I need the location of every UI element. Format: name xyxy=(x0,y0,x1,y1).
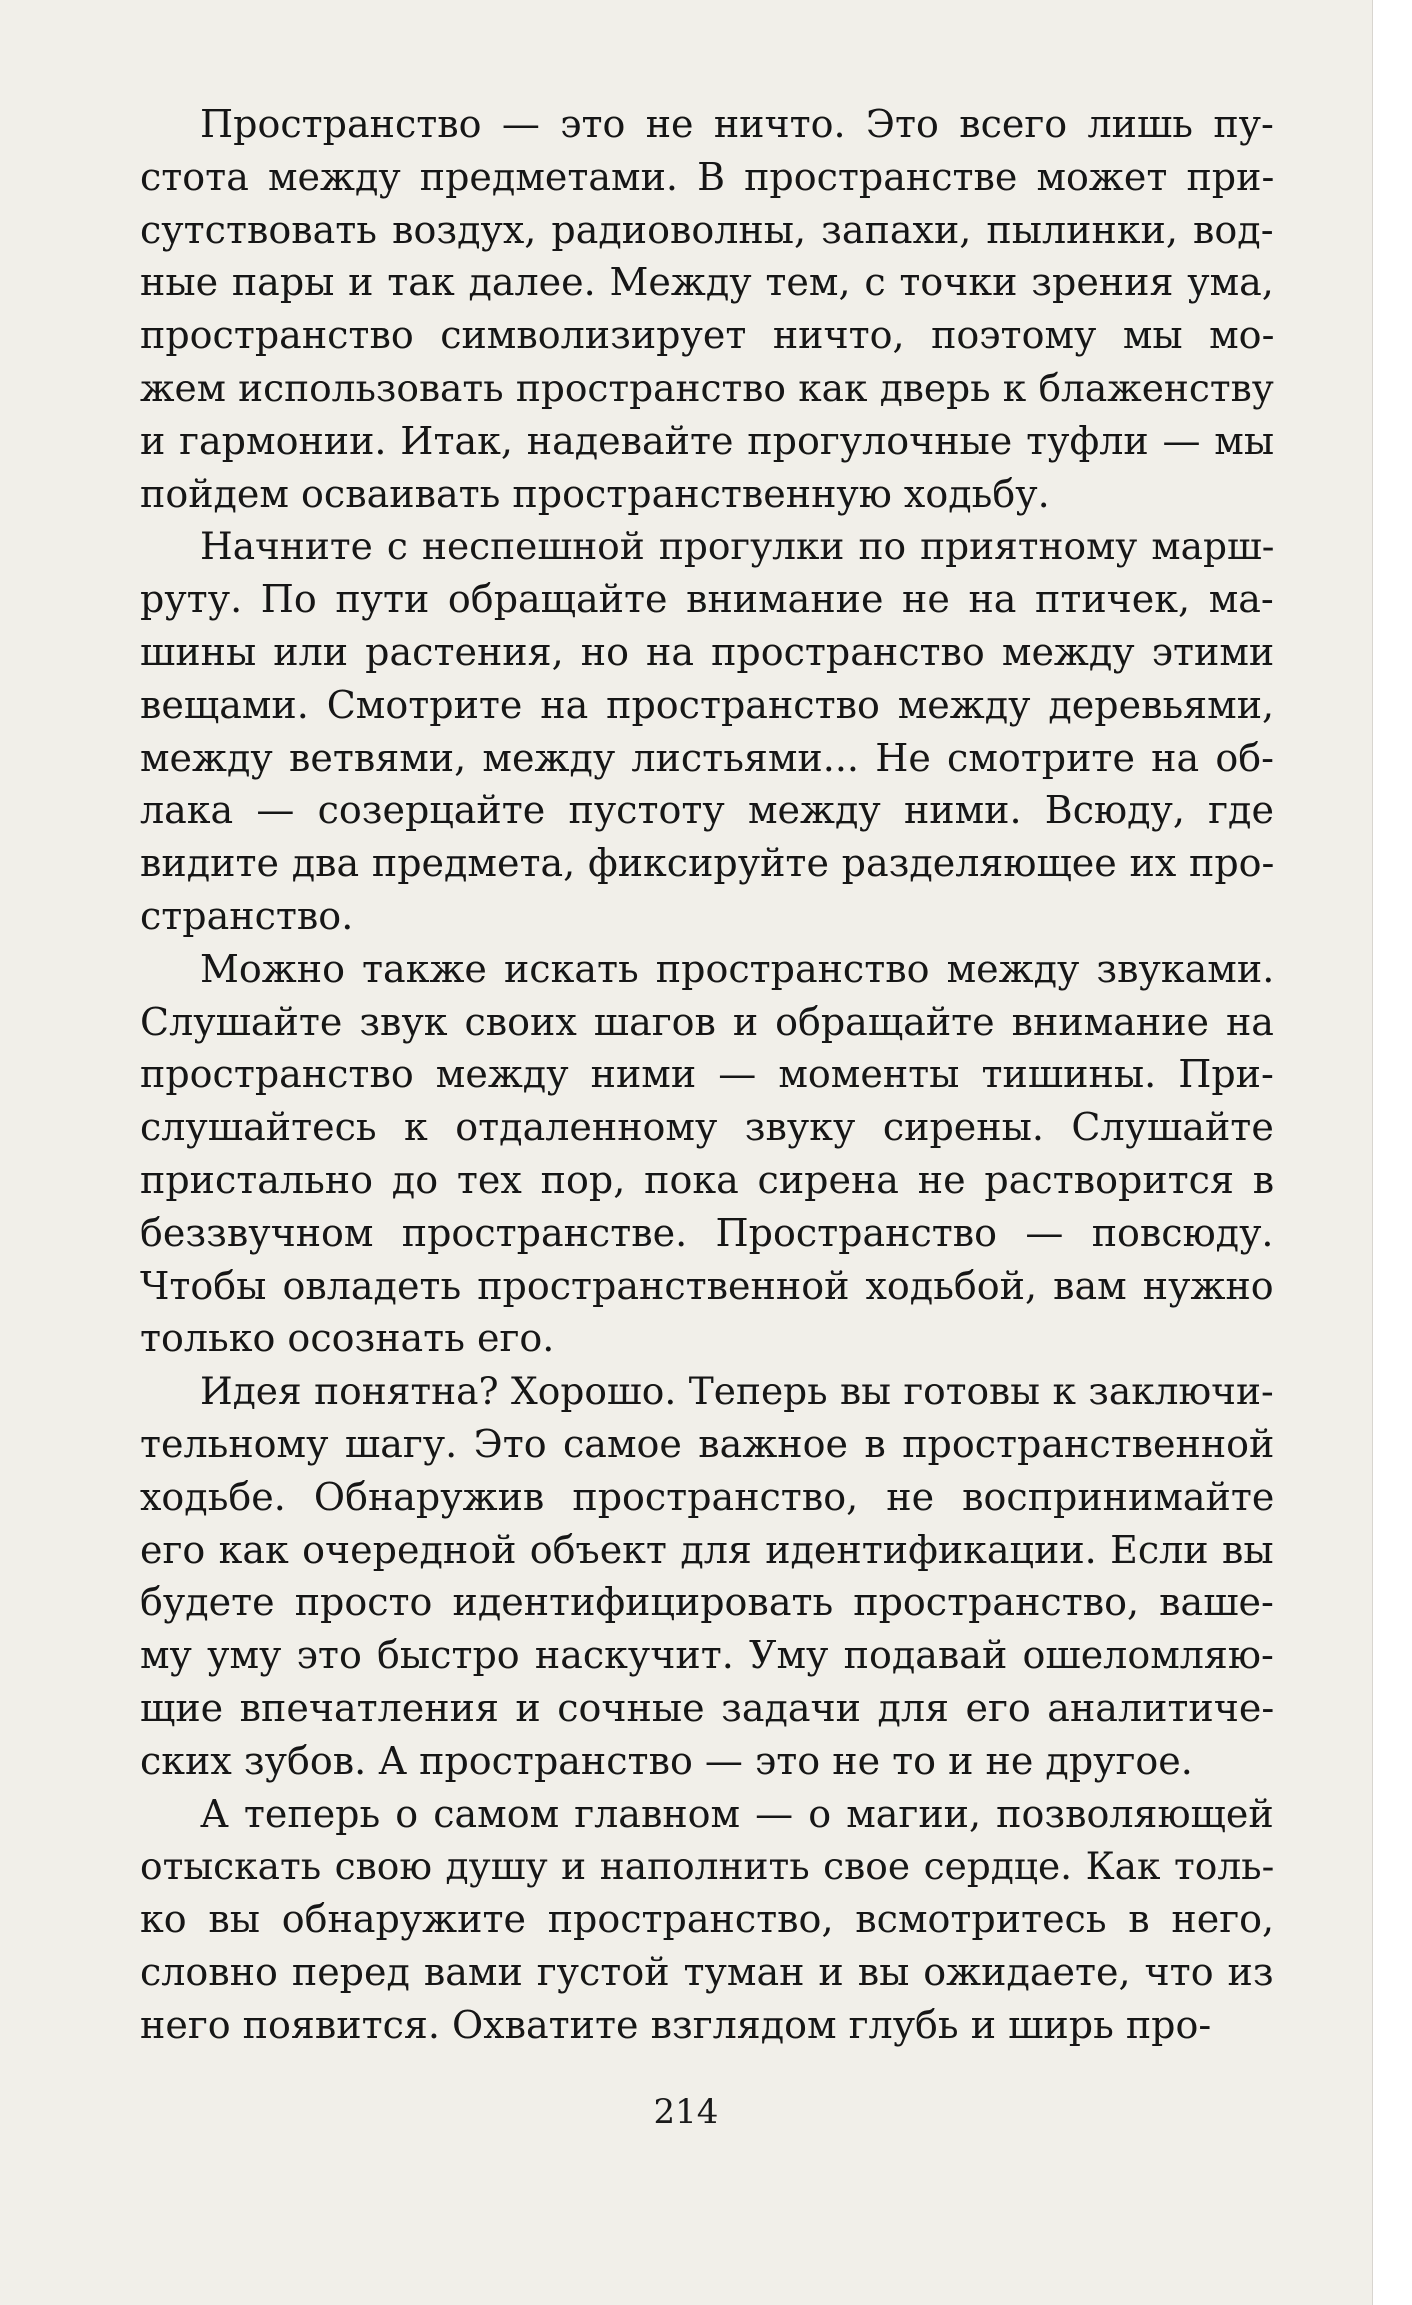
paragraph xyxy=(140,520,1274,942)
text-line: ные пары и так далее. Между тем, с точки зрения ума, xyxy=(140,260,1274,305)
text-line: Чтобы овладеть пространственной ходьбой, вам нужно xyxy=(140,1263,1274,1308)
text-line: будете просто идентифицировать пространство, ваше- xyxy=(140,1580,1274,1625)
text-line: пространство символизирует ничто, поэтому мы мо- xyxy=(140,313,1274,358)
text-line: словно перед вами густой туман и вы ожидаете, что из xyxy=(140,1949,1274,1994)
text-line: жем использовать пространство как дверь к блаженству xyxy=(140,365,1274,410)
paragraph xyxy=(140,1365,1274,1787)
text-line: видите два предмета, фиксируйте разделяющее их про- xyxy=(140,841,1274,886)
text-line: отыскать свою душу и наполнить свое сердце. Как толь- xyxy=(140,1844,1274,1889)
text-line: шины или растения, но на пространство между этими xyxy=(140,629,1274,674)
text-line: слушайтесь к отдаленному звуку сирены. Слушайте xyxy=(140,1105,1274,1150)
text-line: него появится. Охватите взглядом глубь и ширь про- xyxy=(140,2002,1212,2047)
paragraph xyxy=(140,943,1274,1365)
text-line: Идея понятна? Хорошо. Теперь вы готовы к заключи- xyxy=(200,1369,1274,1414)
text-line: пристально до тех пор, пока сирена не растворится в xyxy=(140,1157,1274,1202)
text-line: пространство между ними — моменты тишины. При- xyxy=(140,1052,1274,1097)
text-line: стота между предметами. В пространстве может при- xyxy=(140,154,1274,199)
page-edge xyxy=(1372,0,1412,2305)
text-line: щие впечатления и сочные задачи для его аналитиче- xyxy=(140,1685,1274,1730)
text-line: сутствовать воздух, радиоволны, запахи, пылинки, вод- xyxy=(140,207,1274,252)
text-line: ходьбе. Обнаружив пространство, не воспринимайте xyxy=(140,1474,1274,1519)
text-line: руту. По пути обращайте внимание не на птичек, ма- xyxy=(140,577,1274,622)
text-line: и гармонии. Итак, надевайте прогулочные туфли — мы xyxy=(140,418,1274,463)
text-line: пойдем осваивать пространственную ходьбу. xyxy=(140,471,1050,516)
text-line: му уму это быстро наскучит. Уму подавай ошеломляю- xyxy=(140,1633,1274,1678)
text-line: лака — созерцайте пустоту между ними. Всюду, где xyxy=(140,788,1274,833)
text-line: тельному шагу. Это самое важное в пространственной xyxy=(140,1421,1274,1466)
text-line: Можно также искать пространство между звуками. xyxy=(200,946,1274,991)
page-number: 214 xyxy=(653,2092,719,2132)
text-line: беззвучном пространстве. Пространство — повсюду. xyxy=(140,1210,1274,1255)
text-line: между ветвями, между листьями... Не смотрите на об- xyxy=(140,735,1274,780)
text-line: Слушайте звук своих шагов и обращайте внимание на xyxy=(140,999,1274,1044)
text-line: только осознать его. xyxy=(140,1316,555,1361)
text-line: его как очередной объект для идентификации. Если вы xyxy=(140,1527,1274,1572)
text-line: странство. xyxy=(140,893,354,938)
text-line: вещами. Смотрите на пространство между деревьями, xyxy=(140,682,1274,727)
text-line: А теперь о самом главном — о магии, позволяющей xyxy=(200,1791,1274,1836)
text-line: ко вы обнаружите пространство, всмотритесь в него, xyxy=(140,1897,1274,1942)
text-line: ских зубов. А пространство — это не то и не другое. xyxy=(140,1738,1193,1783)
paragraph xyxy=(140,98,1274,520)
paragraph xyxy=(140,1788,1274,2052)
body-text xyxy=(140,98,1274,2051)
text-line: Начните с неспешной прогулки по приятному марш- xyxy=(200,524,1274,569)
text-line: Пространство — это не ничто. Это всего лишь пу- xyxy=(200,102,1274,146)
